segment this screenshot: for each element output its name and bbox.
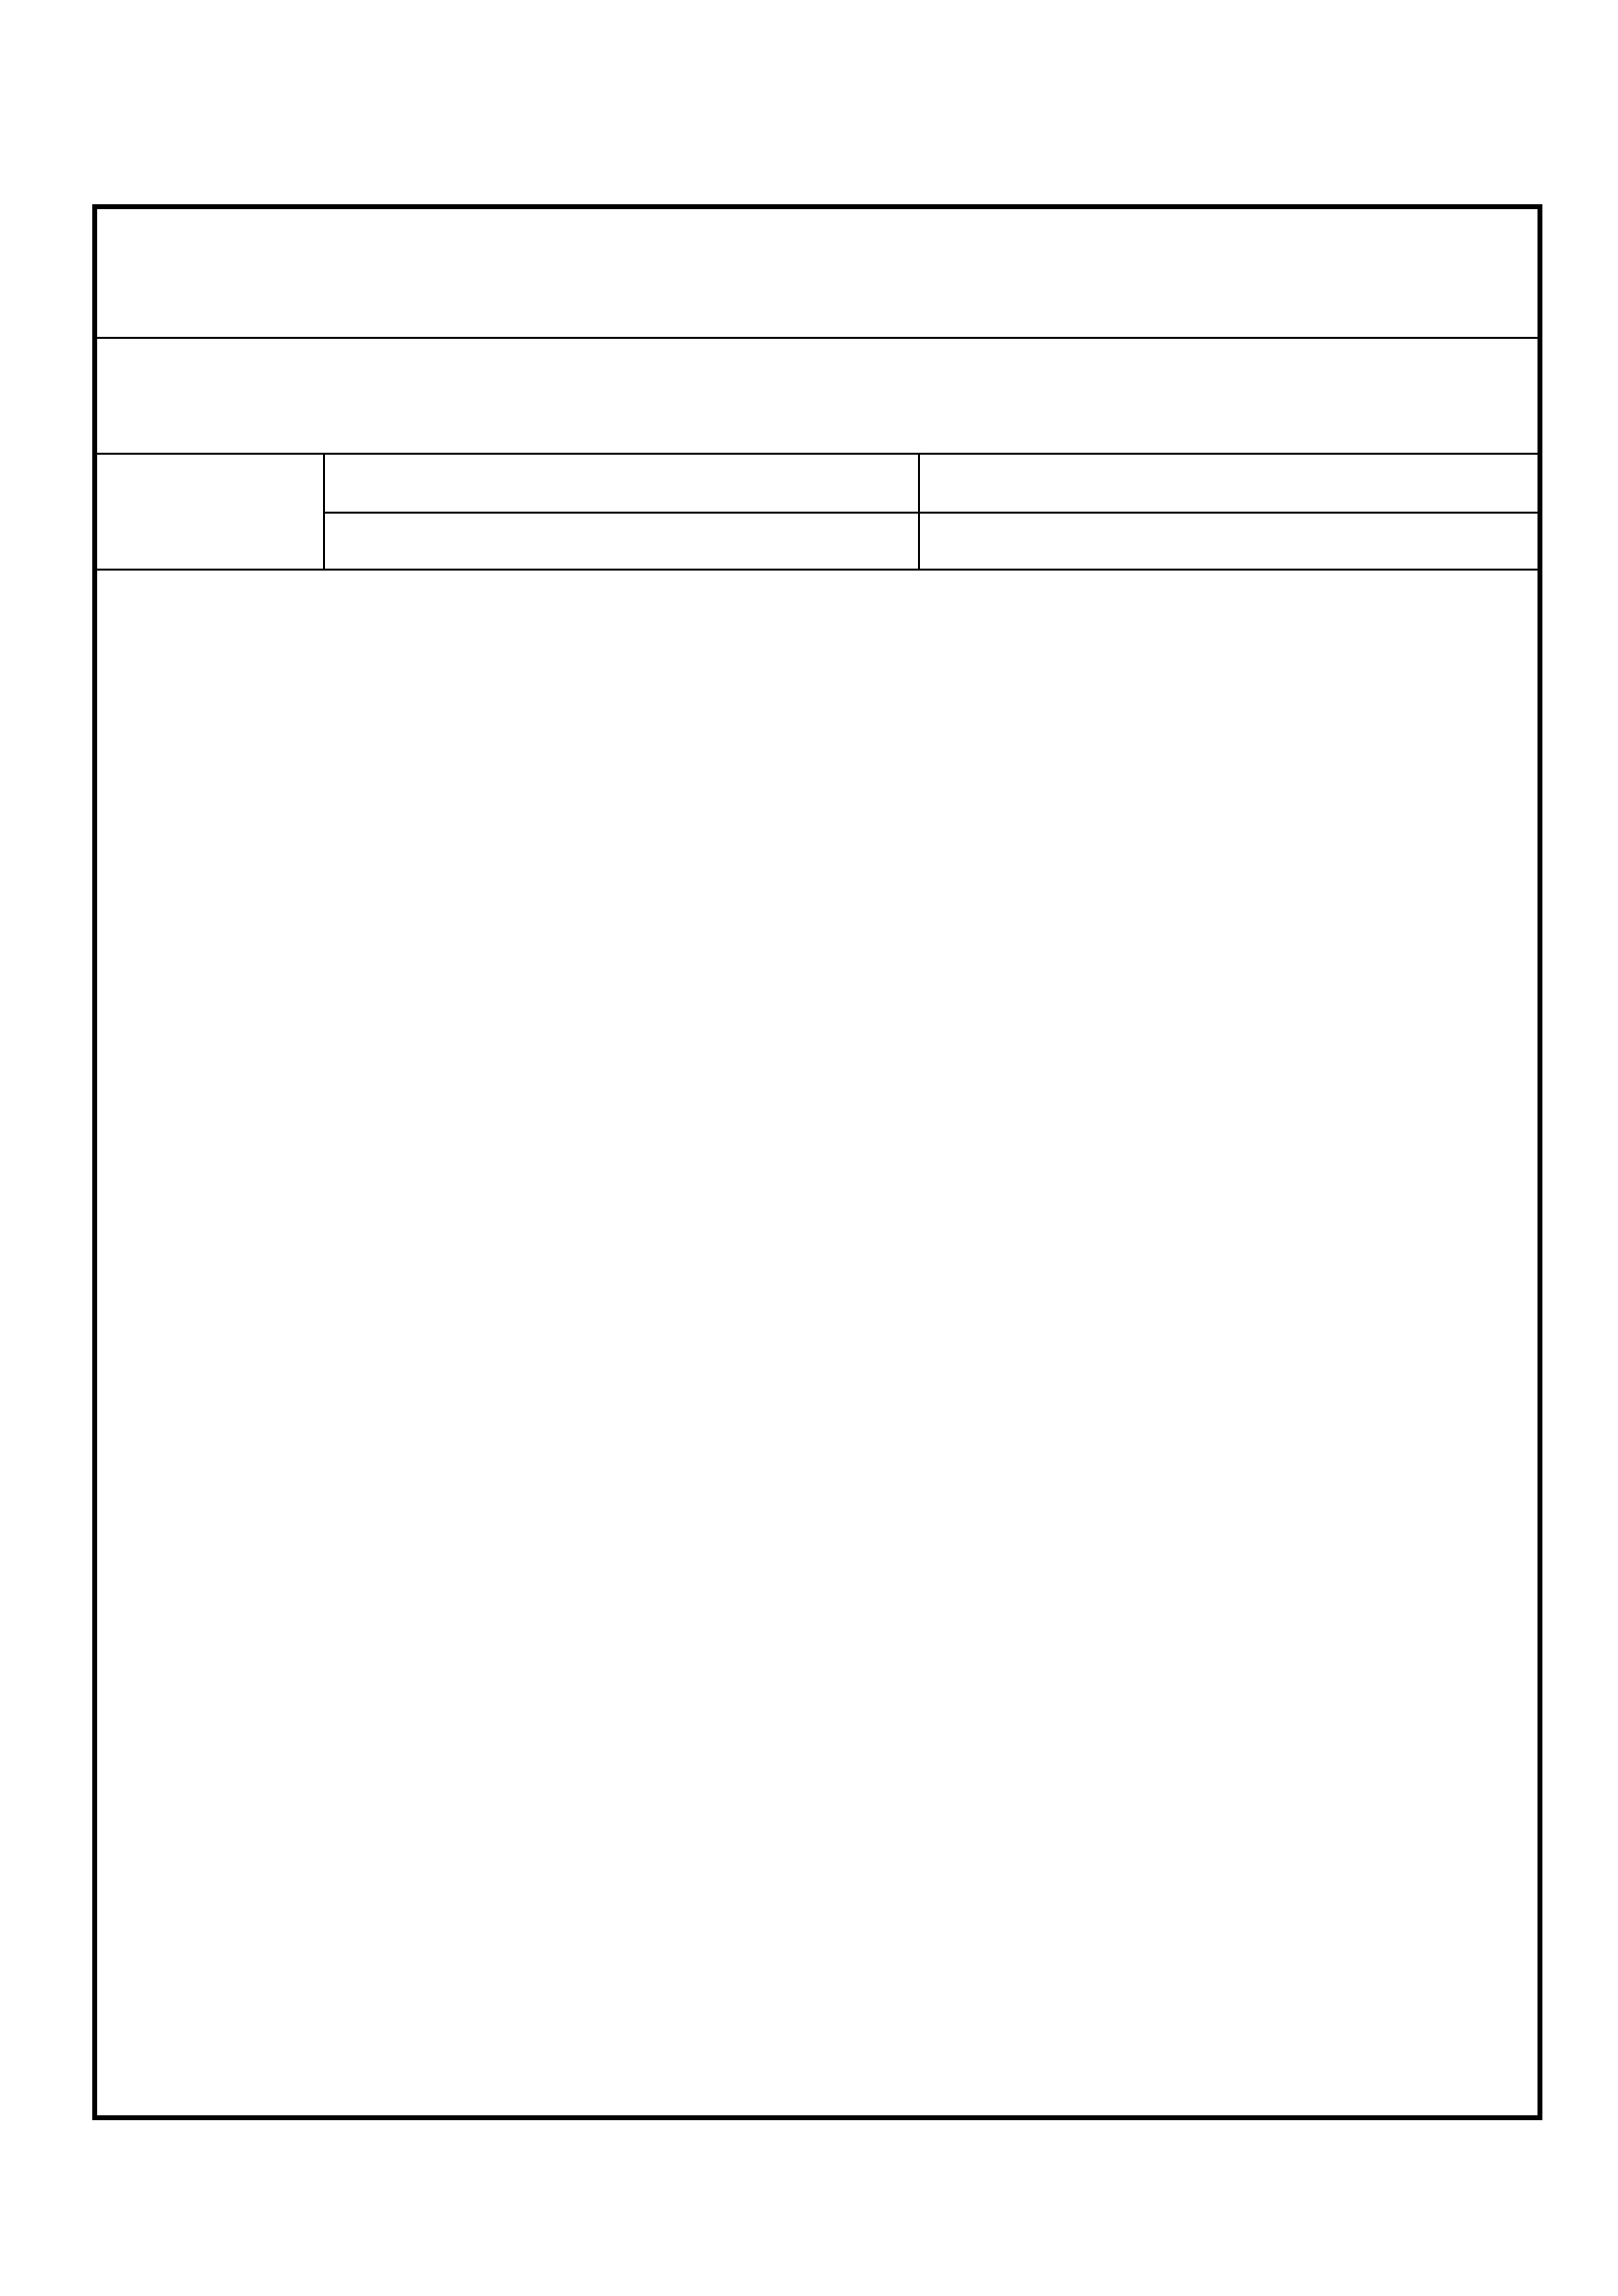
item-column-label <box>97 455 325 569</box>
change-content-label <box>920 514 1537 571</box>
completion-number-label <box>920 455 1537 512</box>
title-row <box>97 209 1537 339</box>
approval-number-label <box>325 455 918 512</box>
incoming-document-label <box>325 514 918 571</box>
subtitle-row <box>97 339 1537 455</box>
column-header <box>97 455 1537 571</box>
register-form <box>92 204 1542 2120</box>
